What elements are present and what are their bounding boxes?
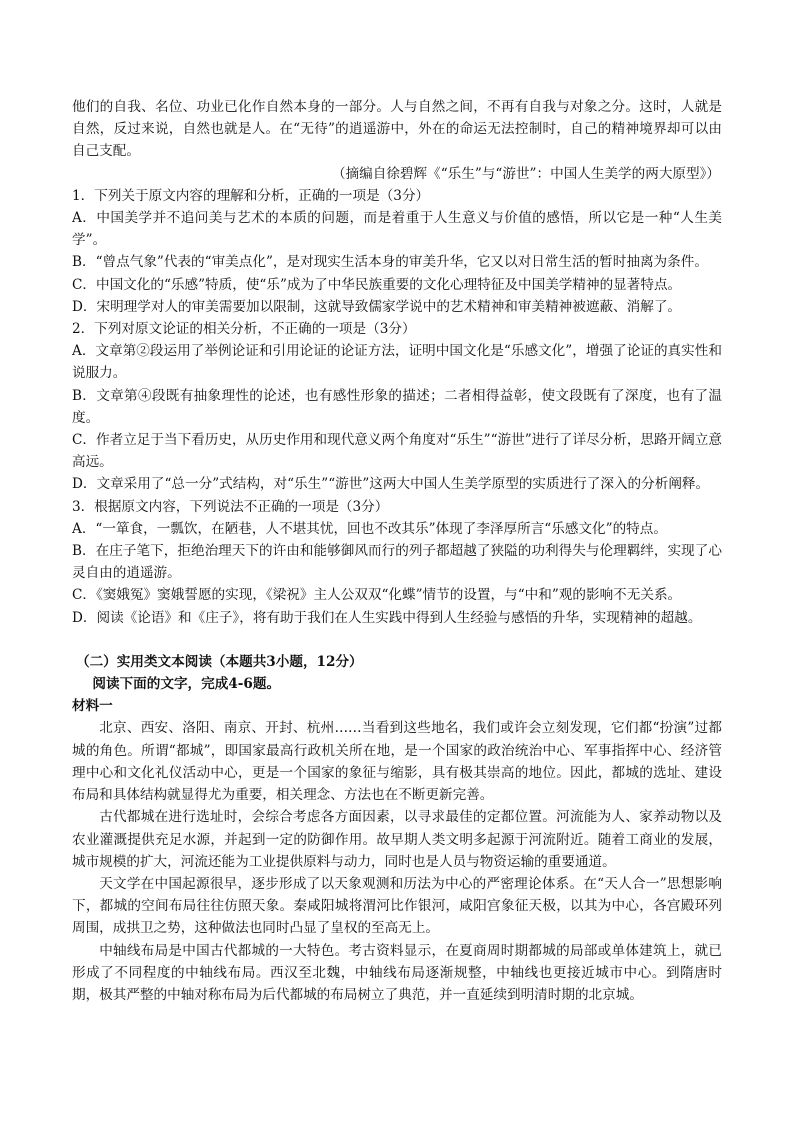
option-a: A．“一箪食，一瓢饮，在陋巷，人不堪其忧，回也不改其乐”体现了李泽厚所言“乐感文化”的特点。: [72, 520, 667, 537]
material-paragraph: 古代都城在进行选址时，会综合考虑各方面因素，以寻求最佳的定都位置。河流能为人、家养动物以及农业灌溉提供充足水源，并起到一定的防御作用。故早期人类文明多起源于河流附近。随着工商业的发展，城市规模的扩大，河流还能为工业提供原料与动力，同时也是人员与物资运输的重要通道。: [72, 809, 722, 870]
material-paragraph: 北京、西安、洛阳、南京、开封、杭州……当看到这些地名，我们或许会立刻发现，它们都“扮演”过都城的角色。所谓“都城”，即国家最高行政机关所在地，是一个国家的政治统治中心、军事指挥中心、经济管理中心和文化礼仪活动中心，更是一个国家的象征与缩影，具有极其崇高的地位。因此，都城的选址、建设布局和具体结构就显得尤为重要，相关理念、方法也在不断更新完善。: [72, 720, 722, 804]
question-2: [72, 318, 722, 496]
exam-page: [72, 96, 722, 1006]
option-d: D．文章采用了“总一分”式结构，对“乐生”“游世”这两大中国人生美学原型的实质进行了深入的分析阐释。: [72, 476, 710, 493]
material-paragraph: 天文学在中国起源很早，逐步形成了以天象观测和历法为中心的严密理论体系。在“天人合一”思想影响下，都城的空间布局往往仿照天象。秦咸阳城将渭河比作银河，咸阳宫象征天极，以其为中心，各宫殿环列周围，成拱卫之势，这种做法也同时凸显了皇权的至高无上。: [72, 875, 722, 937]
question-stem: 1．下列关于原文内容的理解和分析，正确的一项是（3分）: [72, 187, 430, 204]
passage-source-citation: （摘编自徐碧辉《“乐生”与“游世”：中国人生美学的两大原型》）: [331, 165, 720, 182]
question-stem: 3．根据原文内容，下列说法不正确的一项是（3分）: [72, 498, 389, 515]
material-paragraph: 中轴线布局是中国古代都城的一大特色。考古资料显示，在夏商周时期都城的局部或单体建筑上，就已形成了不同程度的中轴线布局。西汉至北魏，中轴线布局逐渐规整，中轴线也更接近城市中心。到隋唐时期，极其严整的中轴对称布局为后代都城的布局树立了典范，并一直延续到明清时期的北京城。: [72, 942, 722, 1003]
option-b: B．“曾点气象”代表的“审美点化”，是对现实生活本身的审美升华，它又以对日常生活的暂时抽离为条件。: [72, 254, 708, 271]
option-c: C．中国文化的“乐感”特质，使“乐”成为了中华民族重要的文化心理特征及中国美学精神的显著特点。: [72, 276, 682, 293]
option-b: B．在庄子笔下，拒绝治理天下的许由和能够御风而行的列子都超越了狭隘的功利得失与伦理羁绊，实现了心灵自由的逍遥游。: [72, 543, 722, 582]
question-1: [72, 185, 722, 318]
option-b: B．文章第④段既有抽象理性的论述，也有感性形象的描述；二者相得益彰，使文段既有了深度，也有了温度。: [72, 387, 722, 426]
section-instruction: 阅读下面的文字，完成4-6题。: [92, 676, 281, 693]
option-c: C．《窦娥冤》窦娥誓愿的实现，《梁祝》主人公双双“化蝶”情节的设置，与“中和”观的影响不无关系。: [72, 587, 682, 604]
question-stem: 2．下列对原文论证的相关分析，不正确的一项是（3分）: [72, 321, 416, 338]
question-3: [72, 496, 722, 629]
section-heading: （二）实用类文本阅读（本题共3小题，12分）: [76, 653, 363, 670]
option-d: D．阅读《论语》和《庄子》，将有助于我们在人生实践中得到人生经验与感悟的升华，实现精神的超越。: [72, 609, 702, 626]
option-c: C．作者立足于当下看历史，从历史作用和现代意义两个角度对“乐生”“游世”进行了详尽分析，思路开阔立意高远。: [72, 432, 722, 471]
option-d: D．宋明理学对人的审美需要加以限制，这就导致儒家学说中的艺术精神和审美精神被遮蔽、消解了。: [72, 298, 682, 315]
passage-closing-paragraph: 他们的自我、名位、功业已化作自然本身的一部分。人与自然之间，不再有自我与对象之分。这时，人就是自然，反过来说，自然也就是人。在“无待”的逍遥游中，外在的命运无法控制时，自己的精神境界却可以由自己支配。: [72, 99, 722, 160]
option-a: A．文章第②段运用了举例论证和引用论证的论证方法，证明中国文化是“乐感文化”，增强了论证的真实性和说服力。: [72, 343, 722, 382]
material-label: 材料一: [72, 698, 113, 715]
option-a: A．中国美学并不追问美与艺术的本质的问题，而是着重于人生意义与价值的感悟，所以它是一种“人生美学”。: [72, 210, 722, 249]
